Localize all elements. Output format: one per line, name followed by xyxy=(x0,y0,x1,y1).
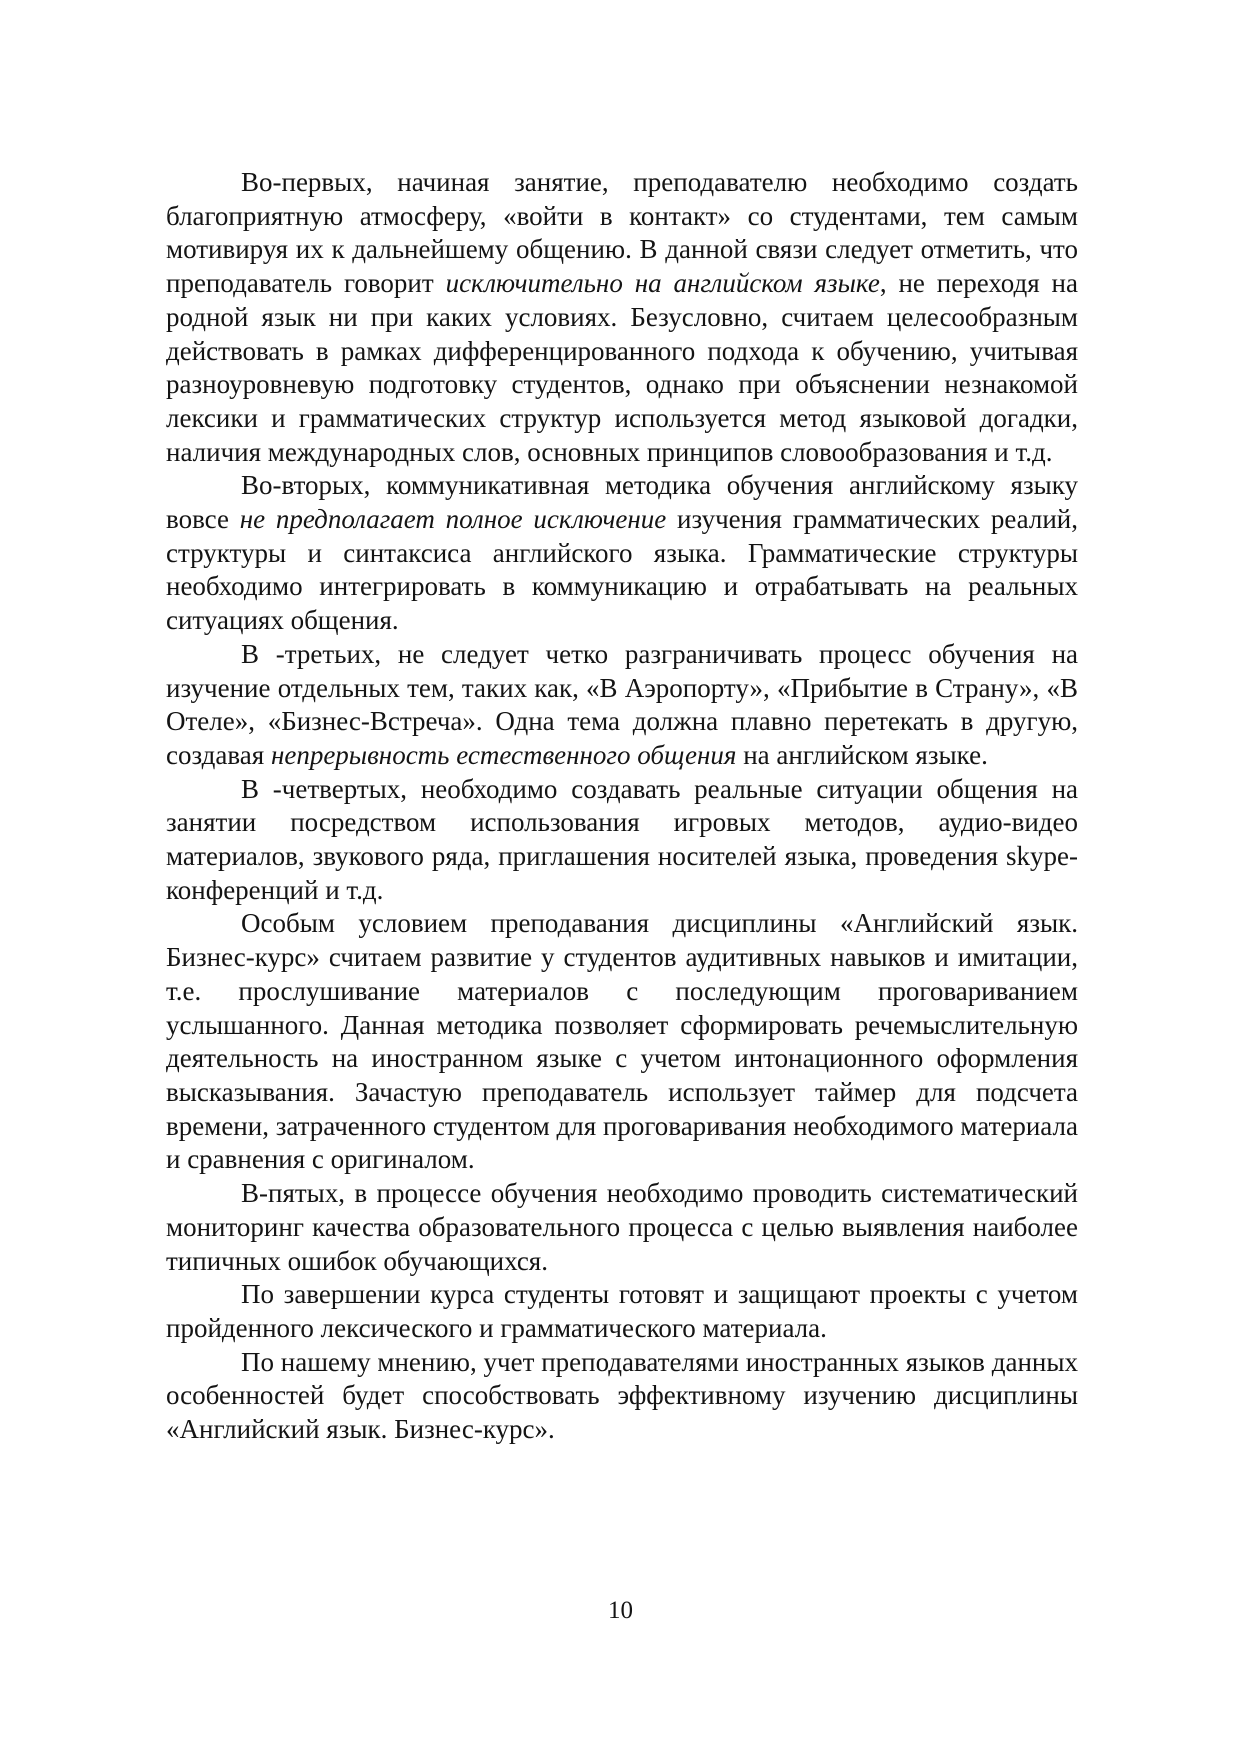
paragraph-2 xyxy=(166,469,1078,638)
paragraph-1-italic-phrase: исключительно на английском языке xyxy=(445,268,880,299)
paragraph-2-italic-phrase: не предполагает полное исключение xyxy=(239,504,667,535)
paragraph-7-text: По завершении курса студенты готовят и защищают проекты с учетом пройденного лексического и грамматического материала. xyxy=(166,1279,1078,1343)
paragraph-3 xyxy=(166,638,1078,773)
paragraph-6 xyxy=(166,1177,1078,1278)
paragraph-7 xyxy=(166,1278,1078,1345)
paragraph-3-text-2: на английском языке. xyxy=(736,739,988,770)
page-number: 10 xyxy=(608,1597,633,1624)
paragraph-1 xyxy=(166,166,1078,469)
paragraph-1-text-1: Во-первых, начиная занятие, преподавателю необходимо создать благоприятную атмосферу, «войти в контакт» со студентами, тем самым мотивируя их к дальнейшему общению. В данной связи следует отметить, что преподаватель говорит xyxy=(166,167,1078,299)
body-text xyxy=(166,166,1078,1447)
paragraph-3-text-1: В -третьих, не следует четко разграничивать процесс обучения на изучение отдельных тем, таких как, «В Аэропорту», «Прибытие в Страну», «В Отеле», «Бизнес-Встреча». Одна тема должна плавно перетекать в другую, создавая xyxy=(166,638,1078,770)
paragraph-6-text: В-пятых, в процессе обучения необходимо проводить систематический мониторинг качества образовательного процесса с целью выявления наиболее типичных ошибок обучающихся. xyxy=(166,1178,1078,1276)
paragraph-2-text-2: изучения грамматических реалий, структуры и синтаксиса английского языка. Грамматические структуры необходимо интегрировать в коммуникацию и отрабатывать на реальных ситуациях общения. xyxy=(166,504,1078,636)
paragraph-4 xyxy=(166,773,1078,908)
paragraph-3-italic-phrase: непрерывность естественного общения xyxy=(270,739,737,770)
paragraph-8 xyxy=(166,1346,1078,1447)
paragraph-1-text-2: , не переходя на родной язык ни при каких условиях. Безусловно, считаем целесообразным действовать в рамках дифференцированного подхода к обучению, учитывая разноуровневую подготовку студентов, однако при объяснении незнакомой лексики и грамматических структур используется метод языковой догадки, наличия международных слов, основных принципов словообразования и т.д. xyxy=(166,268,1078,467)
paragraph-8-text: По нашему мнению, учет преподавателями иностранных языков данных особенностей будет способствовать эффективному изучению дисциплины «Английский язык. Бизнес-курс». xyxy=(166,1346,1078,1445)
paragraph-4-text: В -четвертых, необходимо создавать реальные ситуации общения на занятии посредством использования игровых методов, аудио-видео материалов, звукового ряда, приглашения носителей языка, проведения skype-конференций и т.д. xyxy=(166,773,1078,905)
paragraph-5 xyxy=(166,907,1078,1177)
paragraph-5-text: Особым условием преподавания дисциплины «Английский язык. Бизнес-курс» считаем развитие у студентов аудитивных навыков и имитации, т.е. прослушивание материалов с последующим проговариванием услышанного. Данная методика позволяет сформировать речемыслительную деятельность на иностранном языке с учетом интонационного оформления высказывания. Зачастую преподаватель использует таймер для подсчета времени, затраченного студентом для проговаривания необходимого материала и сравнения с оригиналом. xyxy=(166,908,1078,1175)
paragraph-2-text-1: Во-вторых, коммуникативная методика обучения английскому языку вовсе xyxy=(166,470,1078,535)
